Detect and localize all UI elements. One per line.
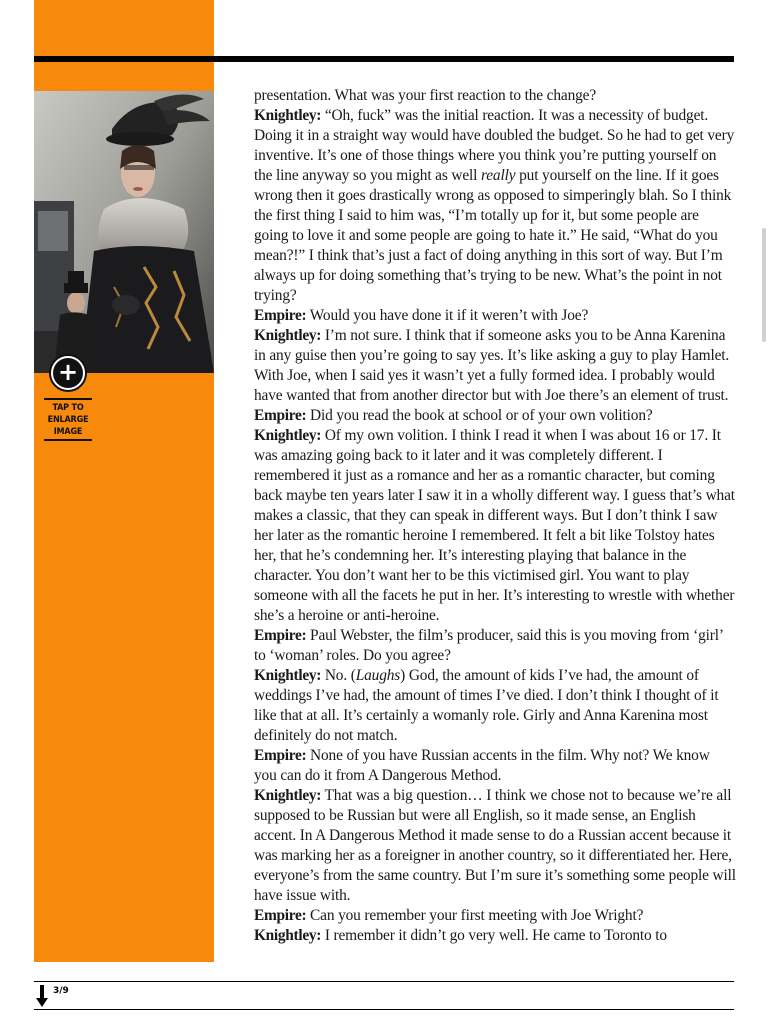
article-paragraph: [254, 406, 736, 426]
enlarge-plus-button[interactable]: [49, 354, 87, 392]
enlarge-label-line: TAP TO: [52, 403, 84, 413]
article-paragraph: [254, 906, 736, 926]
film-still-image[interactable]: [34, 91, 214, 373]
article-paragraph: [254, 926, 736, 946]
article-paragraph: [254, 626, 736, 666]
paragraph-text: Of my own volition. I think I read it when I was about 16 or 17. It was amazing going back to it later and it was completely different. I remembered it just as a romance and her as a romantic character, but coming back maybe ten years later I saw it in a wholly different way. I guess that’s what makes a classic, that they can speak in different ways. But I don’t think I saw her later as the romantic heroine I remembered. It felt a bit like Tolstoy hates her, that he’s condemning her. It’s interesting playing that balance in the character. You don’t want her to be this victimised girl. You want to play someone with all the facets he put in her. It’s interesting to wrestle with whether she’s a heroine or anti-heroine.: [254, 427, 735, 624]
plus-icon: +: [57, 358, 79, 386]
paragraph-text: That was a big question… I think we chose not to because we’re all supposed to be Russian but were all English, so it made sense, an English accent. In A Dangerous Method it made sense to do a Russian accent because it was marking her as a foreigner in another country, so it differentiated her. Here, everyone’s from the same country. But I’m sure it’s something some people will have issue with.: [254, 787, 736, 904]
speaker-label: Empire:: [254, 627, 307, 644]
speaker-label: Knightley:: [254, 327, 322, 344]
footer-rule: [34, 1009, 734, 1010]
paragraph-text: Paul Webster, the film’s producer, said this is you moving from ‘girl’ to ‘woman’ roles. Do you agree?: [254, 627, 723, 664]
speaker-label: Knightley:: [254, 107, 322, 124]
article-paragraph: [254, 86, 736, 106]
down-arrow-icon[interactable]: [36, 985, 48, 1007]
article-paragraph: [254, 426, 736, 626]
page-number: 3/9: [53, 986, 69, 996]
enlarge-label-line: ENLARGE: [47, 415, 89, 425]
paragraph-text: Can you remember your first meeting with Joe Wright?: [306, 907, 644, 924]
paragraph-text: Would you have done it if it weren’t with Joe?: [306, 307, 589, 324]
enlarge-divider: [44, 398, 92, 400]
article-paragraph: [254, 306, 736, 326]
paragraph-text: I remember it didn’t go very well. He came to Toronto to: [321, 927, 667, 944]
speaker-label: Knightley:: [254, 787, 322, 804]
paragraph-text: No. (: [321, 667, 356, 684]
paragraph-text: presentation. What was your first reaction to the change?: [254, 87, 597, 104]
speaker-label: Knightley:: [254, 427, 322, 444]
enlarge-ring: [53, 358, 83, 388]
italic-text: really: [480, 167, 516, 184]
paragraph-text: put yourself on the line. If it goes wrong then it goes drastically wrong as opposed to simperingly blah. So I think the first thing I said to him was, “I’m totally up for it, but some people are going to love it and some people are going to hate it.” He said, “What do you mean?!” I think that’s just a fact of doing anything in this sort of way. But I’m always up for doing something that’s trying to be new. What’s the point in not trying?: [254, 167, 732, 304]
paragraph-text: None of you have Russian accents in the film. Why not? We know you can do it from A Dangerous Method.: [254, 747, 710, 784]
scrollbar[interactable]: [762, 228, 766, 342]
paragraph-text: “Oh, fuck” was the initial reaction. It was a necessity of budget. Doing it in a straight way would have doubled the budget. So he had to get very inventive. It’s one of those things where you think you’re putting yourself on the line anyway so you might as well: [254, 107, 735, 184]
article-paragraph: [254, 326, 736, 406]
speaker-label: Knightley:: [254, 927, 322, 944]
paragraph-text: I’m not sure. I think that if someone asks you to be Anna Karenina in any guise then you’re going to say yes. It’s like asking a guy to play Hamlet. With Joe, when I said yes it wasn’t yet a fully formed idea. I probably would have wanted that from another director but with Joe there’s an element of trust.: [254, 327, 730, 404]
speaker-label: Empire:: [254, 747, 307, 764]
speaker-label: Empire:: [254, 307, 307, 324]
article-paragraph: [254, 106, 736, 306]
tap-to-enlarge[interactable]: [44, 354, 92, 441]
italic-text: Laughs: [355, 667, 401, 684]
enlarge-label-line: IMAGE: [53, 427, 83, 437]
footer-rule: [34, 981, 734, 982]
speaker-label: Empire:: [254, 407, 307, 424]
paragraph-text: Did you read the book at school or of your own volition?: [306, 407, 653, 424]
article-paragraph: [254, 786, 736, 906]
article-paragraph: [254, 666, 736, 746]
article-paragraph: [254, 746, 736, 786]
enlarge-label: [44, 402, 92, 441]
interview-article: [254, 86, 736, 946]
speaker-label: Knightley:: [254, 667, 322, 684]
top-rule: [34, 56, 734, 62]
speaker-label: Empire:: [254, 907, 307, 924]
paragraph-text: ) God, the amount of kids I’ve had, the amount of weddings I’ve had, the amount of times I’ve died. I don’t think I thought of it like that at all. It’s certainly a womanly role. Girly and Anna Karenina most definitely do not match.: [254, 667, 719, 744]
